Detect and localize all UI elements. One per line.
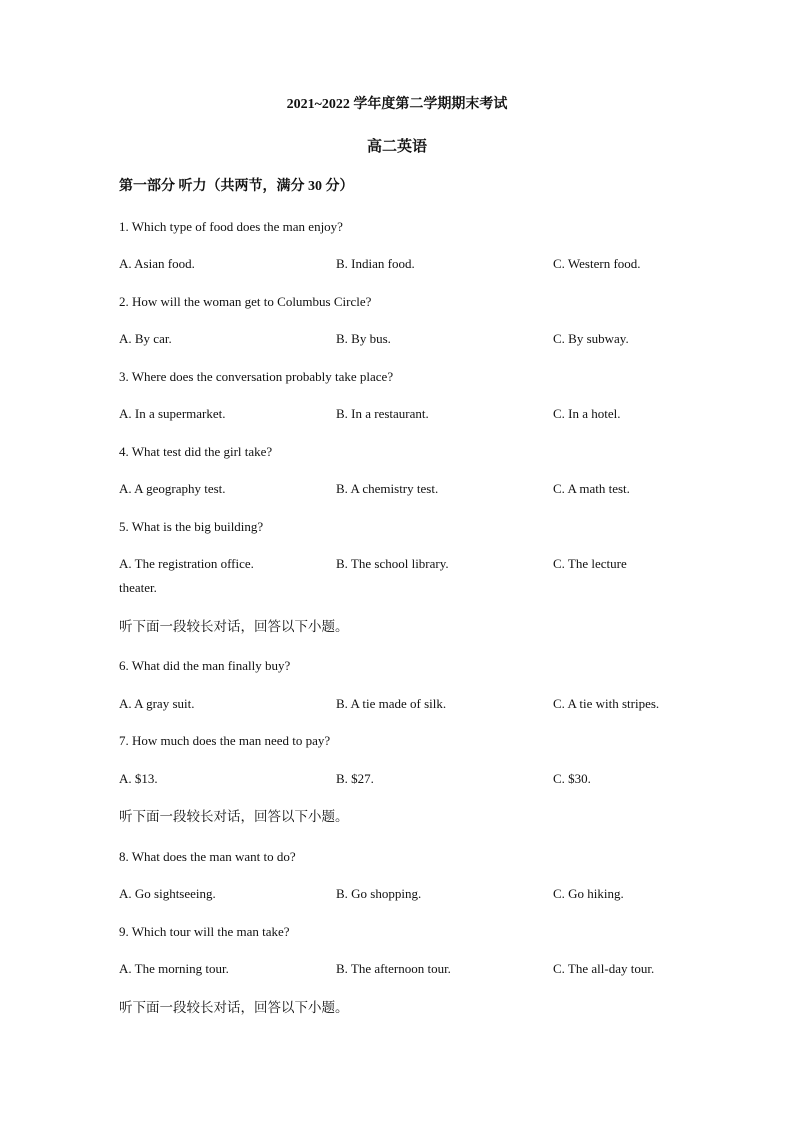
question-8-option-b: B. Go shopping. xyxy=(336,886,422,901)
question-8-options xyxy=(119,886,719,904)
question-1-option-c: C. Western food. xyxy=(553,256,641,271)
question-6-options xyxy=(119,696,719,714)
question-5-option-b: B. The school library. xyxy=(336,556,449,571)
question-9-option-a: A. The morning tour. xyxy=(119,961,229,976)
question-5-option-c-continuation: theater. xyxy=(119,580,157,595)
question-5-option-a: A. The registration office. xyxy=(119,556,254,571)
question-3-option-b: B. In a restaurant. xyxy=(336,406,429,421)
question-7-option-b: B. $27. xyxy=(336,771,374,786)
instruction-3: 听下面一段较长对话，回答以下小题。 xyxy=(119,1000,349,1016)
question-1-option-b: B. Indian food. xyxy=(336,256,415,271)
question-1-stem: 1. Which type of food does the man enjoy? xyxy=(119,219,343,234)
question-5-option-c: C. The lecture xyxy=(553,556,627,571)
question-6-option-c: C. A tie with stripes. xyxy=(553,696,660,711)
question-3-option-a: A. In a supermarket. xyxy=(119,406,226,421)
exam-title: 2021~2022 学年度第二学期期末考试 xyxy=(286,97,508,112)
question-9-option-c: C. The all-day tour. xyxy=(553,961,655,976)
question-2-option-b: B. By bus. xyxy=(336,331,391,346)
question-8-stem: 8. What does the man want to do? xyxy=(119,849,296,864)
question-4-option-a: A. A geography test. xyxy=(119,481,226,496)
question-8-option-a: A. Go sightseeing. xyxy=(119,886,216,901)
question-2-stem: 2. How will the woman get to Columbus Circle? xyxy=(119,294,372,309)
question-6-stem: 6. What did the man finally buy? xyxy=(119,658,291,673)
question-6-option-b: B. A tie made of silk. xyxy=(336,696,447,711)
question-2-option-a: A. By car. xyxy=(119,331,172,346)
question-3-option-c: C. In a hotel. xyxy=(553,406,621,421)
question-3-options xyxy=(119,406,719,424)
question-2-options xyxy=(119,331,719,349)
question-7-options xyxy=(119,771,719,789)
question-5-options xyxy=(119,556,719,574)
question-4-option-b: B. A chemistry test. xyxy=(336,481,439,496)
question-8-option-c: C. Go hiking. xyxy=(553,886,624,901)
question-1-options xyxy=(119,256,719,274)
question-6-option-a: A. A gray suit. xyxy=(119,696,195,711)
question-4-option-c: C. A math test. xyxy=(553,481,630,496)
question-9-options xyxy=(119,961,719,979)
question-4-options xyxy=(119,481,719,499)
section-heading: 第一部分 听力（共两节，满分 30 分） xyxy=(119,179,354,194)
question-9-stem: 9. Which tour will the man take? xyxy=(119,924,290,939)
question-7-option-a: A. $13. xyxy=(119,771,158,786)
question-7-stem: 7. How much does the man need to pay? xyxy=(119,733,331,748)
instruction-2: 听下面一段较长对话，回答以下小题。 xyxy=(119,809,349,825)
question-1-option-a: A. Asian food. xyxy=(119,256,195,271)
instruction-1: 听下面一段较长对话，回答以下小题。 xyxy=(119,619,349,635)
question-4-stem: 4. What test did the girl take? xyxy=(119,444,273,459)
question-2-option-c: C. By subway. xyxy=(553,331,629,346)
question-3-stem: 3. Where does the conversation probably take place? xyxy=(119,369,394,384)
exam-subtitle: 高二英语 xyxy=(366,139,427,155)
question-7-option-c: C. $30. xyxy=(553,771,591,786)
question-9-option-b: B. The afternoon tour. xyxy=(336,961,451,976)
question-5-stem: 5. What is the big building? xyxy=(119,519,264,534)
